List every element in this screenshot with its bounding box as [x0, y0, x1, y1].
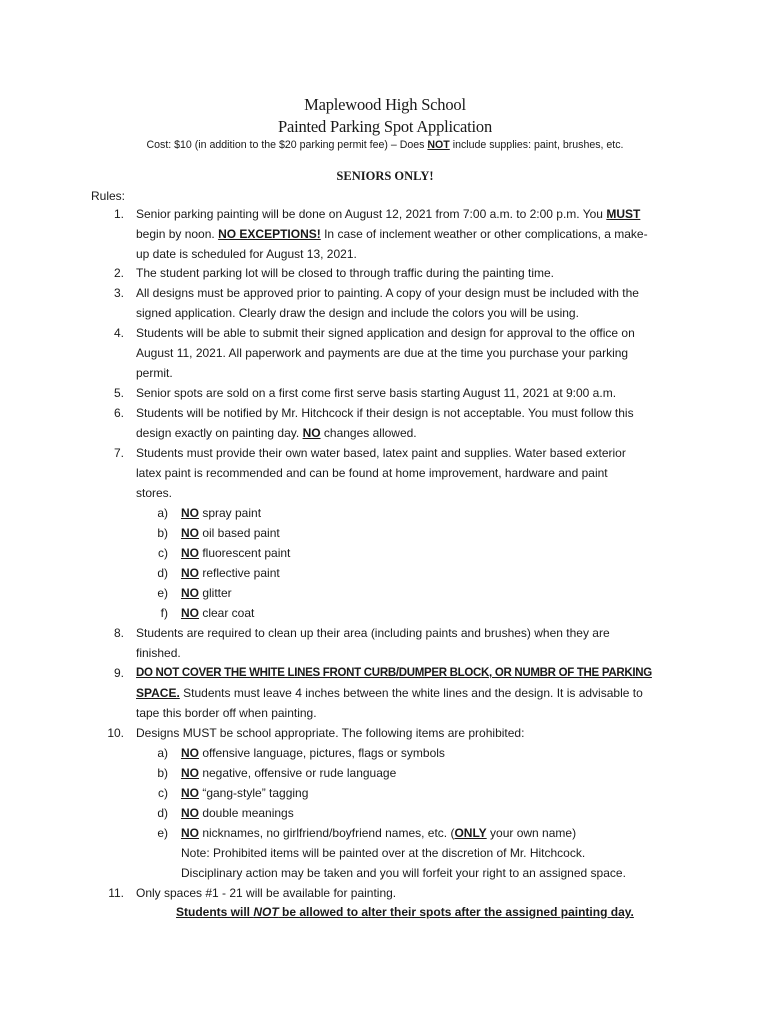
final-notice-b: be allowed to alter their spots after the assigned painting day.	[278, 905, 634, 919]
no-label: NO	[181, 826, 199, 840]
sub-item-text: oil based paint	[199, 526, 280, 540]
rule-3-line-2: signed application. Clearly draw the design and include the colors you will be using.	[136, 306, 579, 320]
sub-item-text: spray paint	[199, 506, 262, 520]
rule-7-line-1: Students must provide their own water based, latex paint and supplies. Water based exterior	[136, 446, 626, 460]
no-label: NO	[181, 606, 199, 620]
rule-7-sub-item	[181, 546, 290, 560]
cost-not: NOT	[427, 139, 450, 151]
rule-10-number: 10.	[107, 726, 124, 740]
rule-10-sub-item-e	[181, 826, 576, 840]
rule-1-text-c: In case of inclement weather or other complications, a make-	[320, 227, 648, 241]
rule-10-note-1: Note: Prohibited items will be painted over at the discretion of Mr. Hitchcock.	[181, 846, 586, 860]
rule-5-line-1: Senior spots are sold on a first come first serve basis starting August 11, 2021 at 9:00 a.m.	[136, 386, 617, 400]
rule-10-sub-letter: d)	[157, 806, 168, 820]
rule-1-no-exceptions: NO EXCEPTIONS!	[218, 227, 321, 241]
rule-6-text-c: changes allowed.	[320, 426, 417, 440]
final-notice-not: NOT	[253, 905, 279, 919]
no-label: NO	[181, 746, 199, 760]
rule-1-line-2	[136, 227, 648, 241]
rule-10-sub-item	[181, 806, 294, 820]
rule-7-sub-item	[181, 606, 254, 620]
rule-7-sub-letter: e)	[157, 586, 168, 600]
rule-3-line-1: All designs must be approved prior to painting. A copy of your design must be included with the	[136, 286, 639, 300]
rule-9-text-b: Students must leave 4 inches between the white lines and the design. It is advisable to	[179, 686, 643, 700]
rule-1-line-3: up date is scheduled for August 13, 2021.	[136, 247, 357, 261]
rule-9-line-2	[136, 686, 643, 700]
sub-item-text: clear coat	[199, 606, 255, 620]
sub-item-text: double meanings	[199, 806, 294, 820]
sub-item-text: nicknames, no girlfriend/boyfriend names, etc. (	[199, 826, 455, 840]
no-label: NO	[181, 546, 199, 560]
rule-6-number: 6.	[113, 406, 124, 420]
no-label: NO	[181, 566, 199, 580]
no-label: NO	[181, 586, 199, 600]
rule-2-number: 2.	[113, 266, 124, 280]
no-label: NO	[181, 806, 199, 820]
sub-item-text: offensive language, pictures, flags or symbols	[199, 746, 445, 760]
rule-9-line-3: tape this border off when painting.	[136, 706, 317, 720]
rule-1-number: 1.	[113, 207, 124, 221]
rule-7-sub-letter: a)	[157, 506, 168, 520]
rule-8-number: 8.	[113, 626, 124, 640]
no-label: NO	[181, 526, 199, 540]
rule-1-text-b: begin by noon.	[136, 227, 219, 241]
rule-7-sub-letter: c)	[158, 546, 168, 560]
final-notice-a: Students will	[176, 905, 254, 919]
rule-7-number: 7.	[113, 446, 124, 460]
rule-3-number: 3.	[113, 286, 124, 300]
page-title: Painted Parking Spot Application	[277, 117, 493, 136]
no-label: NO	[181, 786, 199, 800]
rule-9-number: 9.	[113, 666, 124, 680]
rule-9-line-1: DO NOT COVER THE WHITE LINES FRONT CURB/DUMPER BLOCK, OR NUMBR OF THE PARKING	[136, 667, 652, 679]
rule-10-note-2: Disciplinary action may be taken and you will forfeit your right to an assigned space.	[181, 866, 626, 880]
seniors-only-heading: SENIORS ONLY!	[336, 169, 434, 183]
final-notice	[176, 905, 634, 919]
rule-10-sub-item	[181, 746, 445, 760]
rule-2-line-1: The student parking lot will be closed to through traffic during the painting time.	[136, 266, 555, 280]
rule-10-sub-letter: c)	[158, 786, 168, 800]
rule-8-line-1: Students are required to clean up their area (including paints and brushes) when they are	[136, 626, 610, 640]
cost-suffix: include supplies: paint, brushes, etc.	[449, 139, 624, 151]
sub-item-text: fluorescent paint	[199, 546, 291, 560]
rule-7-line-3: stores.	[136, 486, 173, 500]
rule-10-sub-letter: b)	[157, 766, 168, 780]
rule-4-line-3: permit.	[136, 366, 173, 380]
rule-4-line-1: Students will be able to submit their signed application and design for approval to the office on	[136, 326, 635, 340]
rule-1-must: MUST	[606, 207, 641, 221]
rule-6-no: NO	[302, 426, 321, 440]
sub-item-text-2: your own name)	[486, 826, 577, 840]
cost-line	[0, 139, 770, 151]
only-label: ONLY	[454, 826, 487, 840]
rule-10-line-1: Designs MUST be school appropriate. The following items are prohibited:	[136, 726, 525, 740]
rules-label: Rules:	[91, 189, 126, 203]
no-label: NO	[181, 766, 199, 780]
rule-5-number: 5.	[113, 386, 124, 400]
rule-1-line-1	[136, 207, 640, 221]
sub-item-text: “gang-style” tagging	[199, 786, 309, 800]
rule-10-sub-letter: a)	[157, 746, 168, 760]
sub-item-text: glitter	[199, 586, 232, 600]
rule-7-sub-letter: f)	[160, 606, 168, 620]
rule-10-sub-item	[181, 766, 396, 780]
no-label: NO	[181, 506, 199, 520]
rule-4-number: 4.	[113, 326, 124, 340]
rule-7-sub-item	[181, 526, 280, 540]
school-name: Maplewood High School	[304, 95, 466, 114]
rule-7-sub-item	[181, 566, 280, 580]
rule-7-sub-item	[181, 586, 232, 600]
rule-7-line-2: latex paint is recommended and can be found at home improvement, hardware and paint	[136, 466, 608, 480]
rule-1-text-a: Senior parking painting will be done on August 12, 2021 from 7:00 a.m. to 2:00 p.m. You	[136, 207, 607, 221]
rule-8-line-2: finished.	[136, 646, 181, 660]
sub-item-text: negative, offensive or rude language	[199, 766, 397, 780]
rule-10-sub-item	[181, 786, 308, 800]
rule-11-line-1: Only spaces #1 - 21 will be available for painting.	[136, 886, 397, 900]
rule-4-line-2: August 11, 2021. All paperwork and payments are due at the time you purchase your parking	[136, 346, 629, 360]
rule-9-space: SPACE.	[136, 686, 180, 700]
cost-prefix: Cost: $10 (in addition to the $20 parking permit fee) – Does	[146, 139, 428, 151]
rule-6-line-1: Students will be notified by Mr. Hitchcock if their design is not acceptable. You must follow this	[136, 406, 634, 420]
rule-6-text-a: design exactly on painting day.	[136, 426, 303, 440]
rule-6-line-2	[136, 426, 417, 440]
rule-7-sub-letter: b)	[157, 526, 168, 540]
rule-11-number: 11.	[108, 886, 124, 900]
rule-10-sub-letter: e)	[157, 826, 168, 840]
rule-7-sub-letter: d)	[157, 566, 168, 580]
sub-item-text: reflective paint	[199, 566, 280, 580]
rule-7-sub-item	[181, 506, 261, 520]
